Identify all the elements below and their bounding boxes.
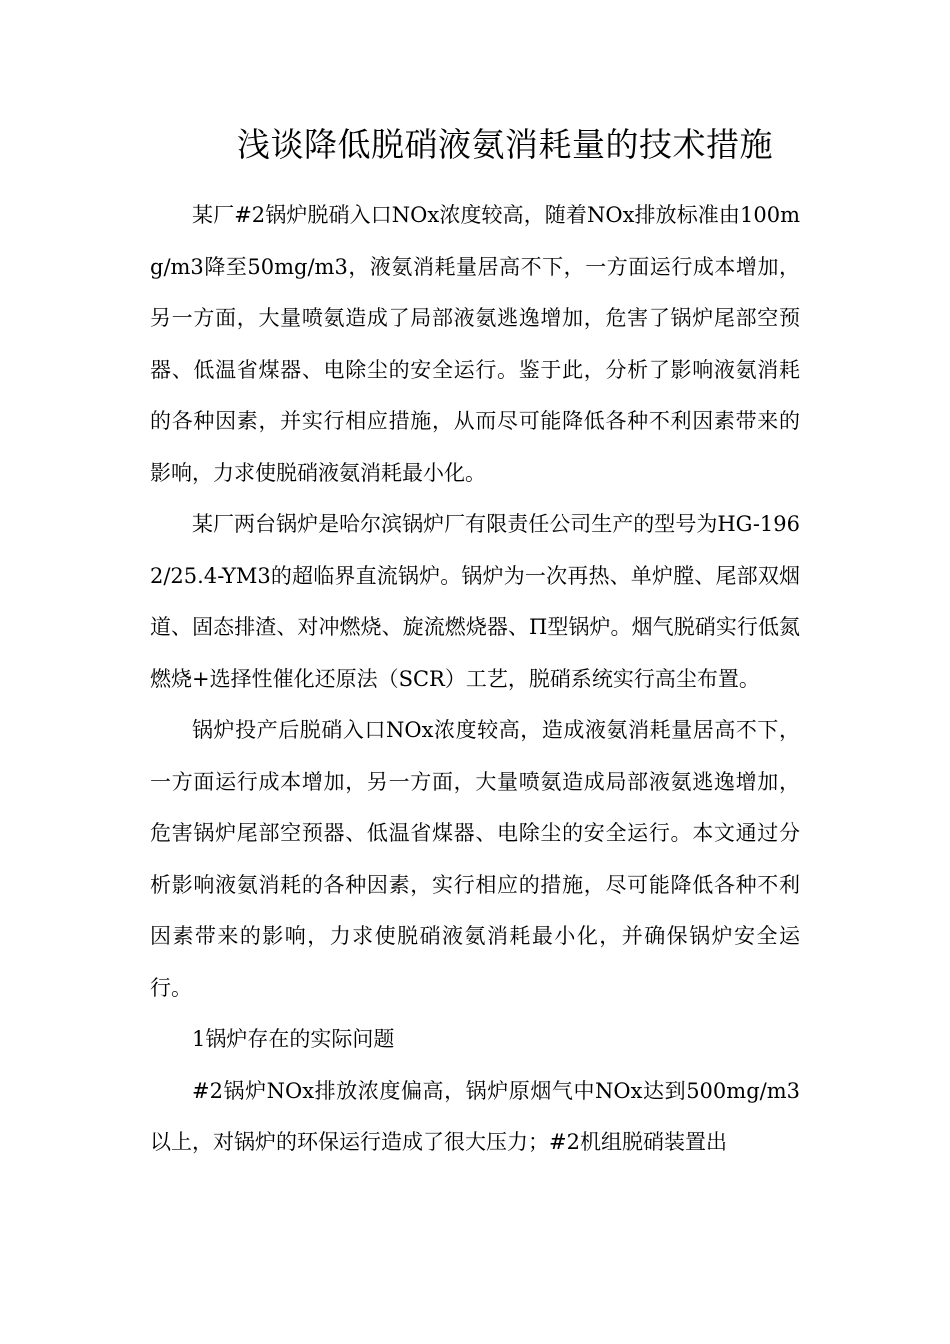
document-body xyxy=(150,190,800,1169)
document-title: 浅谈降低脱硝液氨消耗量的技术措施 xyxy=(237,125,773,164)
paragraph-intro: 某厂#2锅炉脱硝入口NOx浓度较高，随着NOx排放标准由100mg/m3降至50mg/m3，液氨消耗量居高不下，一方面运行成本增加，另一方面，大量喷氨造成了局部液氨逃逸增加，危害了锅炉尾部空预器、低温省煤器、电除尘的安全运行。鉴于此，分析了影响液氨消耗的各种因素，并实行相应措施，从而尽可能降低各种不利因素带来的影响，力求使脱硝液氨消耗最小化。 xyxy=(150,203,800,485)
paragraph-boiler-description: 某厂两台锅炉是哈尔滨锅炉厂有限责任公司生产的型号为HG-1962/25.4-YM3的超临界直流锅炉。锅炉为一次再热、单炉膛、尾部双烟道、固态排渣、对冲燃烧、旋流燃烧器、Π型锅炉。烟气脱硝实行低氮燃烧+选择性催化还原法（SCR）工艺，脱硝系统实行高尘布置。 xyxy=(150,512,800,691)
paragraph-section-1: #2锅炉NOx排放浓度偏高，锅炉原烟气中NOx达到500mg/m3以上，对锅炉的环保运行造成了很大压力；#2机组脱硝装置出 xyxy=(150,1078,800,1154)
paragraph-problem-summary: 锅炉投产后脱硝入口NOx浓度较高，造成液氨消耗量居高不下，一方面运行成本增加，另一方面，大量喷氨造成局部液氨逃逸增加，危害锅炉尾部空预器、低温省煤器、电除尘的安全运行。本文通过分析影响液氨消耗的各种因素，实行相应的措施，尽可能降低各种不利因素带来的影响，力求使脱硝液氨消耗最小化，并确保锅炉安全运行。 xyxy=(150,718,800,1000)
section-heading-1: 1锅炉存在的实际问题 xyxy=(192,1027,395,1051)
